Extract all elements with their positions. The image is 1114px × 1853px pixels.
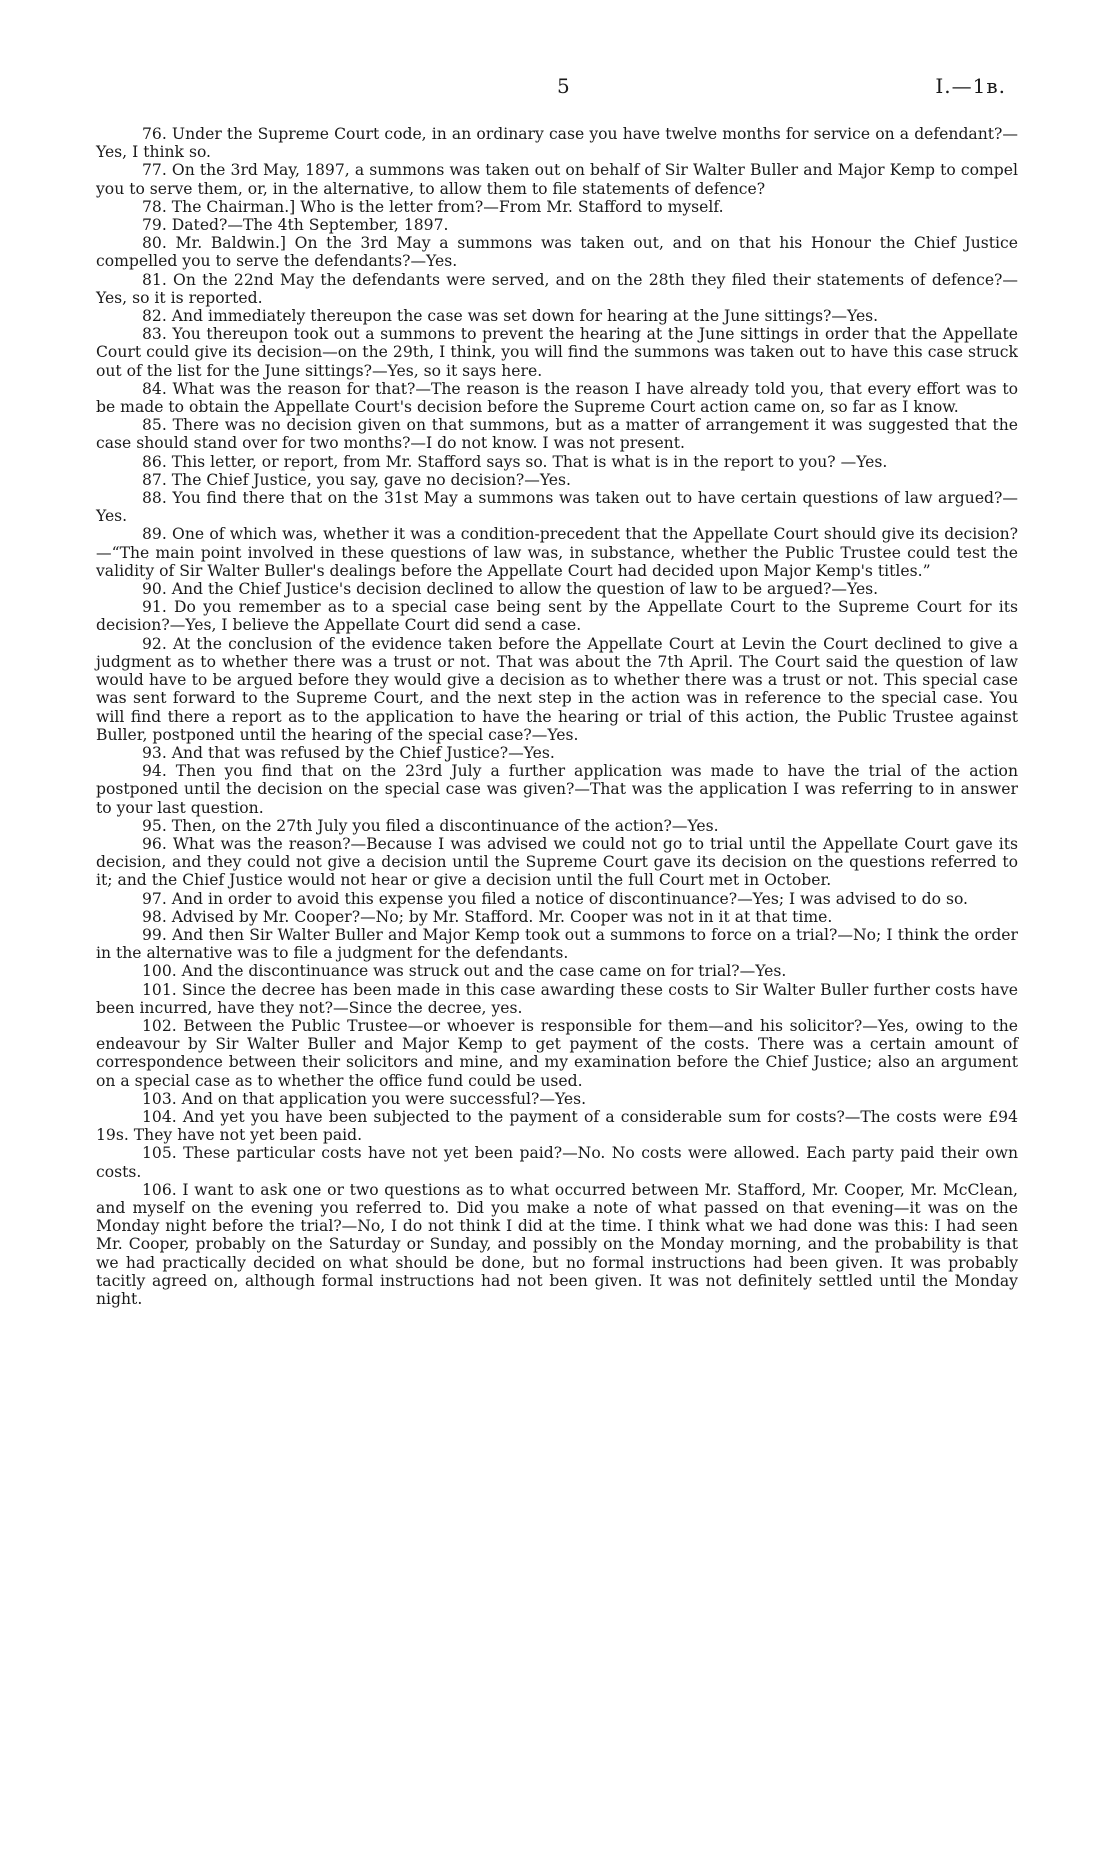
paragraph-91: 91. Do you remember as to a special case being sent by the Appellate Court to the Supreme Court for its decision?—Yes, I believe the Appellate Court did send a case.	[96, 598, 1018, 635]
paragraph-82: 82. And immediately thereupon the case was set down for hearing at the June sittings?—Yes.	[142, 307, 879, 326]
paragraph-99: 99. And then Sir Walter Buller and Major Kemp took out a summons to force on a trial?—No; I think the order in the alternative was to file a judgment for the defendants.	[96, 925, 1018, 963]
paragraph-87: 87. The Chief Justice, you say, gave no decision?—Yes.	[142, 470, 571, 489]
paragraph-92: 92. At the conclusion of the evidence taken before the Appellate Court at Levin the Court declined to give a judgment as to whether there was a trust or not. That was about the 7th April. The Court said the question of law would have to be argued before they would give a decision as to whether there was a trust or not. This special case was sent forward to the Supreme Court, and the next step in the action was in reference to the special case. You will find there a report as to the application to have the hearing or trial of this action, the Public Trustee against Buller, postponed until the hearing of the special case?—Yes.	[96, 634, 1018, 744]
paragraph-93: 93. And that was refused by the Chief Justice?—Yes.	[142, 743, 555, 762]
paragraph-102: 102. Between the Public Trustee—or whoever is responsible for them—and his solicitor?—Yes, owing to the endeavour by Sir Walter Buller and Major Kemp to get payment of the costs. There was a certain amount of correspondence between their solicitors and mine, and my examination before the Chief Justice; also an argument on a special case as to whether the office fund could be used.	[96, 1016, 1018, 1090]
paragraph-96: 96. What was the reason?—Because I was advised we could not go to trial until the Appellate Court gave its decision, and they could not give a decision until the Supreme Court gave its decision on the questions referred to it; and the Chief Justice would not hear or give a decision until the full Court met in October.	[96, 834, 1018, 890]
paragraph-79: 79. Dated?—The 4th September, 1897.	[142, 216, 449, 235]
paragraph-97: 97. And in order to avoid this expense you filed a notice of discontinuance?—Yes; I was advised to do so.	[142, 889, 969, 908]
paragraph-78: 78. The Chairman.] Who is the letter from?—From Mr. Stafford to myself.	[142, 197, 724, 216]
paragraph-95: 95. Then, on the 27th July you filed a discontinuance of the action?—Yes.	[142, 816, 719, 835]
paragraph-88: 88. You find there that on the 31st May a summons was taken out to have certain questions of law argued?—Yes.	[96, 489, 1018, 526]
paragraph-105: 105. These particular costs have not yet been paid?—No. No costs were allowed. Each party paid their own costs.	[96, 1144, 1018, 1181]
paragraph-100: 100. And the discontinuance was struck out and the case came on for trial?—Yes.	[142, 962, 787, 981]
paragraph-106: 106. I want to ask one or two questions as to what occurred between Mr. Stafford, Mr. Cooper, Mr. McClean, and myself on the evening you referred to. Did you make a note of what passed on that evening—it was on the Monday night before the trial?—No, I do not think I did at the time. I think what we had done was this: I had seen Mr. Cooper, probably on the Saturday or Sunday, and possibly on the Monday morning, and the probability is that we had practically decided on what should be done, but no formal instructions had been given. It was probably tacitly agreed on, although formal instructions had not been given. It was not definitely settled until the Monday night.	[96, 1180, 1018, 1308]
paragraph-86: 86. This letter, or report, from Mr. Stafford says so. That is what is in the report to you? —Yes.	[142, 452, 888, 471]
paragraph-104: 104. And yet you have been subjected to the payment of a considerable sum for costs?—The costs were £94 19s. They have not yet been paid.	[96, 1107, 1018, 1145]
paragraph-94: 94. Then you find that on the 23rd July a further application was made to have the trial of the action postponed until the decision on the special case was given?—That was the application I was referring to in answer to your last question.	[96, 762, 1018, 817]
paragraph-80: 80. Mr. Baldwin.] On the 3rd May a summons was taken out, and on that his Honour the Chief Justice compelled you to serve the defendants?—Yes.	[96, 234, 1018, 271]
paragraph-90: 90. And the Chief Justice's decision declined to allow the question of law to be argued?—Yes.	[142, 580, 879, 599]
paragraph-76: 76. Under the Supreme Court code, in an ordinary case you have twelve months for service on a defendant?—Yes, I think so.	[96, 125, 1018, 162]
document-body	[96, 125, 1018, 1308]
paragraph-98: 98. Advised by Mr. Cooper?—No; by Mr. Stafford. Mr. Cooper was not in it at that time.	[142, 907, 833, 926]
document-reference: I.—1ʙ.	[935, 74, 1006, 98]
page-number: 5	[557, 74, 570, 98]
paragraph-77: 77. On the 3rd May, 1897, a summons was taken out on behalf of Sir Walter Buller and Major Kemp to compel you to serve them, or, in the alternative, to allow them to file statements of defence?	[96, 161, 1018, 198]
paragraph-84: 84. What was the reason for that?—The reason is the reason I have already told you, that every effort was to be made to obtain the Appellate Court's decision before the Supreme Court action came on, so far as I know.	[96, 379, 1018, 417]
paragraph-103: 103. And on that application you were successful?—Yes.	[142, 1089, 587, 1108]
paragraph-85: 85. There was no decision given on that summons, but as a matter of arrangement it was suggested that the case should stand over for two months?—I do not know. I was not present.	[96, 416, 1018, 453]
paragraph-101: 101. Since the decree has been made in this case awarding these costs to Sir Walter Buller further costs have been incurred, have they not?—Since the decree, yes.	[96, 980, 1018, 1017]
paragraph-83: 83. You thereupon took out a summons to prevent the hearing at the June sittings in order that the Appellate Court could give its decision—on the 29th, I think, you will find the summons was taken out to have this case struck out of the list for the June sittings?—Yes, so it says here.	[96, 325, 1018, 380]
paragraph-81: 81. On the 22nd May the defendants were served, and on the 28th they filed their statements of defence?—Yes, so it is reported.	[96, 270, 1018, 307]
paragraph-89: 89. One of which was, whether it was a condition-precedent that the Appellate Court should give its decision?—“The main point involved in these questions of law was, in substance, whether the Public Trustee could test the validity of Sir Walter Buller's dealings before the Appellate Court had decided upon Major Kemp's titles.”	[96, 525, 1018, 580]
